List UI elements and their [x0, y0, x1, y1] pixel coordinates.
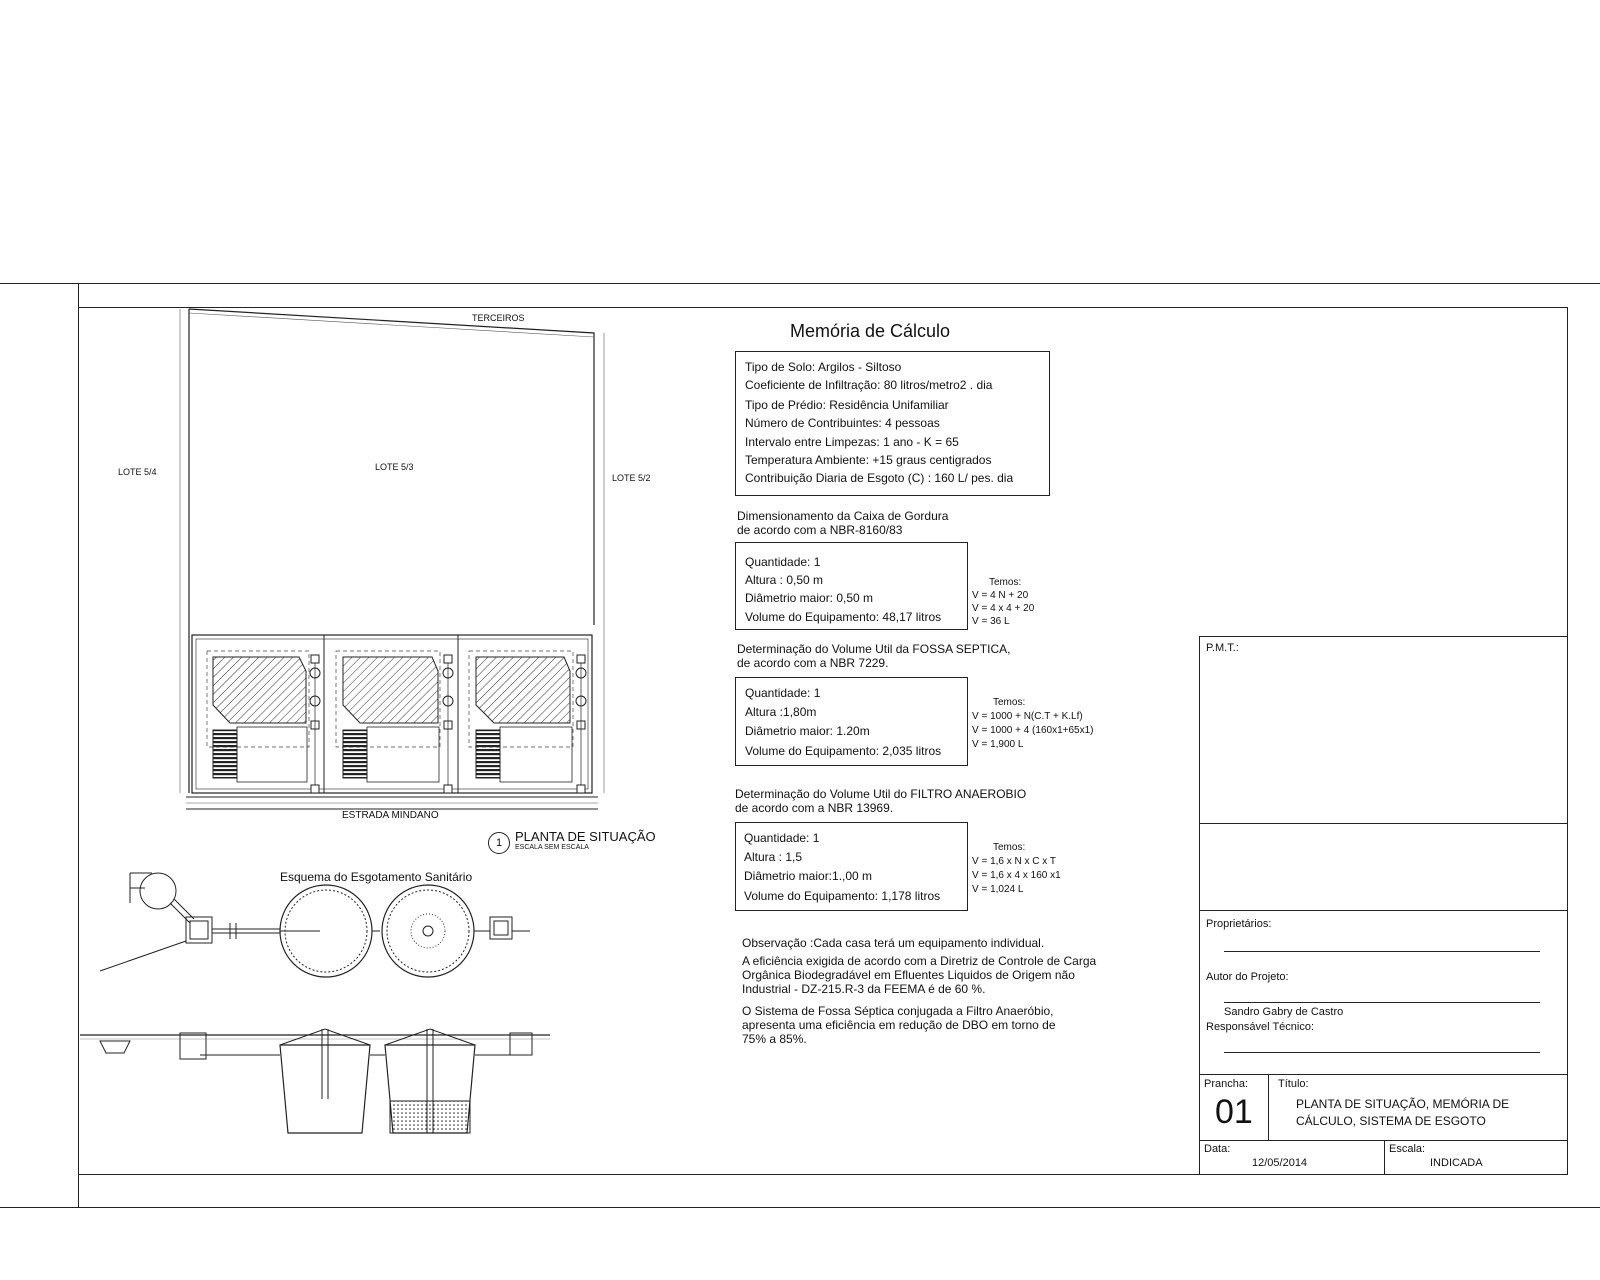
septic-line-2: Altura :1,80m — [745, 705, 817, 719]
author-signature-line — [1224, 1002, 1540, 1003]
note-line-3: Orgânica Biodegradável em Efluentes Liquidos de Origem não — [742, 968, 1075, 982]
septic-formula-2: V = 1000 + N(C.T + K.Lf) — [972, 711, 1083, 722]
site-plan-scale-text: ESCALA SEM ESCALA — [515, 844, 589, 851]
filter-line-2: Altura : 1,5 — [744, 850, 803, 864]
date-value: 12/05/2014 — [1252, 1157, 1308, 1169]
filter-formula-1: Temos: — [993, 842, 1026, 853]
owners-signature-line — [1224, 951, 1540, 952]
filter-formula-2: V = 1,6 x N x C x T — [972, 856, 1057, 867]
soil-line-5: Intervalo entre Limpezas: 1 ano - K = 65 — [745, 435, 959, 449]
septic-formula — [972, 696, 1093, 752]
title-line-1: PLANTA DE SITUAÇÃO, MEMÓRIA DE — [1296, 1097, 1510, 1111]
septic-line-3: Diâmetrio maior: 1.20m — [745, 724, 870, 738]
house-1 — [207, 651, 320, 789]
septic-line-4: Volume do Equipamento: 2,035 litros — [745, 744, 942, 758]
pmt-label: P.M.T.: — [1206, 642, 1239, 654]
left-lot-label: LOTE 5/4 — [118, 467, 157, 477]
memoria-title: Memória de Cálculo — [790, 321, 951, 341]
tb-divider-1 — [1200, 823, 1567, 824]
soil-line-6: Temperatura Ambiente: +15 graus centigrados — [745, 453, 992, 467]
septic-box — [735, 677, 968, 766]
grease-heading-2: de acordo com a NBR-8160/83 — [737, 523, 903, 537]
title-label: Título: — [1278, 1078, 1309, 1090]
filter-formula-4: V = 1,024 L — [972, 884, 1024, 895]
soil-line-2: Coeficiente de Infiltração: 80 litros/metro2 . dia — [745, 378, 993, 392]
responsible-signature-line — [1224, 1052, 1540, 1053]
scheme-title: Esquema do Esgotamento Sanitário — [280, 870, 473, 884]
filter-heading-1: Determinação do Volume Util do FILTRO ANAEROBIO — [735, 787, 1027, 801]
note-line-1: Observação :Cada casa terá um equipamento individual. — [742, 936, 1045, 950]
soil-info-box — [735, 351, 1050, 496]
author-name: Sandro Gabry de Castro — [1224, 1006, 1344, 1018]
septic-formula-1: Temos: — [993, 697, 1026, 708]
filter-box — [735, 822, 968, 911]
sewage-scheme-plan — [80, 843, 700, 1163]
road-label: ESTRADA MINDANO — [342, 810, 439, 821]
grease-formula-2: V = 4 N + 20 — [972, 590, 1029, 601]
tb-divider-3 — [1200, 1074, 1567, 1075]
soil-line-7: Contribuição Diaria de Esgoto (C) : 160 L/ pes. dia — [745, 471, 1014, 485]
septic-formula-4: V = 1,900 L — [972, 739, 1024, 750]
house-3 — [469, 651, 586, 789]
filter-formula — [972, 841, 1061, 897]
septic-formula-3: V = 1000 + 4 (160x1+65x1) — [972, 725, 1094, 736]
grease-line-2: Altura : 0,50 m — [745, 573, 824, 587]
grease-heading-1: Dimensionamento da Caixa de Gordura — [737, 509, 949, 523]
tb-sheet-divider — [1268, 1074, 1269, 1140]
grease-formula-4: V = 36 L — [972, 616, 1010, 627]
site-plan — [110, 305, 690, 865]
site-plan-drawing — [110, 305, 690, 865]
title-number: 1 — [495, 837, 503, 849]
septic-line-1: Quantidade: 1 — [745, 686, 821, 700]
septic-heading-2: de acordo com a NBR 7229. — [737, 656, 889, 670]
grease-formula-1: Temos: — [989, 577, 1022, 588]
soil-line-4: Número de Contribuintes: 4 pessoas — [745, 416, 940, 430]
grease-formula-3: V = 4 x 4 + 20 — [972, 603, 1035, 614]
sheet-number: 01 — [1215, 1093, 1253, 1131]
title-line-2: CÁLCULO, SISTEMA DE ESGOTO — [1296, 1114, 1486, 1128]
notes — [742, 936, 1096, 1046]
tb-date-divider — [1384, 1140, 1385, 1175]
note-line-2: A eficiência exigida de acordo com a Diretriz de Controle de Carga — [742, 954, 1097, 968]
note-line-5: O Sistema de Fossa Séptica conjugada a Filtro Anaeróbio, — [742, 1004, 1054, 1018]
note-line-7: 75% a 85%. — [742, 1032, 807, 1046]
soil-line-1: Tipo de Solo: Argilos - Siltoso — [745, 360, 902, 374]
scale-label: Escala: — [1389, 1143, 1426, 1155]
top-neighbor-label: TERCEIROS — [472, 313, 525, 323]
site-plan-title-text: PLANTA DE SITUAÇÃO — [515, 829, 656, 844]
filter-heading-2: de acordo com a NBR 13969. — [735, 801, 894, 815]
filter-line-3: Diâmetrio maior:1.,00 m — [744, 869, 873, 883]
grease-box — [735, 542, 968, 630]
filter-formula-3: V = 1,6 x 4 x 160 x1 — [972, 870, 1061, 881]
responsible-label: Responsável Técnico: — [1206, 1021, 1315, 1033]
note-line-6: apresenta uma eficiência em redução de DBO em torno de — [742, 1018, 1056, 1032]
grease-line-3: Diâmetrio maior: 0,50 m — [745, 591, 874, 605]
author-label: Autor do Projeto: — [1206, 971, 1289, 983]
septic-heading-1: Determinação do Volume Util da FOSSA SEPTICA, — [737, 642, 1011, 656]
right-lot-label: LOTE 5/2 — [612, 473, 651, 483]
owners-label: Proprietários: — [1206, 918, 1272, 930]
grease-line-4: Volume do Equipamento: 48,17 litros — [745, 610, 942, 624]
title-block — [1199, 636, 1568, 1175]
grease-formula — [972, 576, 1034, 628]
filter-line-1: Quantidade: 1 — [744, 831, 820, 845]
house-2 — [336, 651, 453, 789]
tb-divider-2 — [1200, 910, 1567, 911]
center-lot-label: LOTE 5/3 — [375, 462, 414, 472]
soil-line-3: Tipo de Prédio: Residência Unifamiliar — [745, 398, 949, 412]
note-line-4: Industrial - DZ-215.R-3 da FEEMA é de 60 %. — [742, 982, 986, 996]
sheet-label: Prancha: — [1204, 1078, 1249, 1090]
filter-line-4: Volume do Equipamento: 1,178 litros — [744, 889, 941, 903]
scale-value: INDICADA — [1430, 1157, 1483, 1169]
date-label: Data: — [1204, 1143, 1231, 1155]
grease-line-1: Quantidade: 1 — [745, 555, 821, 569]
